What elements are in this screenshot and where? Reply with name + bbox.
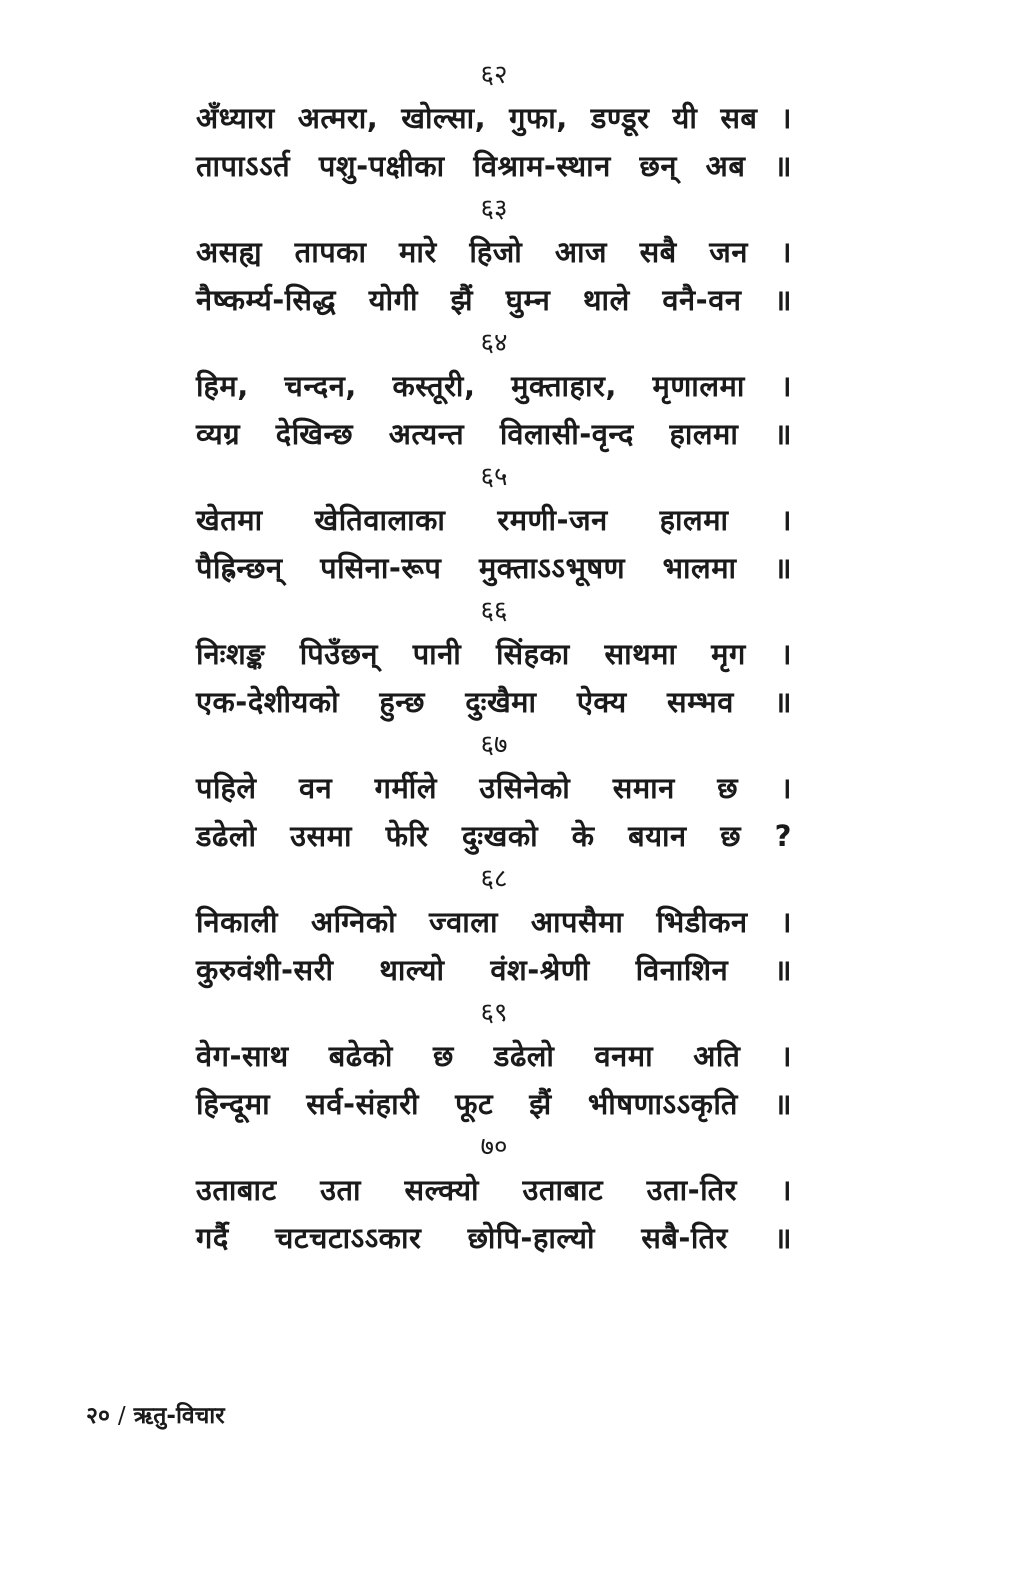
stanza-number: ६५	[480, 462, 508, 492]
verse-line: उताबाट उता सल्क्यो उताबाट उता-तिर ।	[196, 1173, 792, 1207]
stanza	[196, 994, 792, 1128]
stanza	[196, 56, 792, 190]
verse-line: कुरुवंशी-सरी थाल्यो वंश-श्रेणी विनाशिन ॥	[196, 953, 792, 987]
verse-line: अँध्यारा अत्मरा, खोल्सा, गुफा, डण्डूर यी सब ।	[196, 101, 792, 135]
stanza	[196, 324, 792, 458]
verse-line: हिन्दूमा सर्व-संहारी फूट झैं भीषणाऽऽकृति ॥	[196, 1087, 792, 1121]
stanza-number: ७०	[480, 1132, 508, 1162]
stanza-number: ६६	[480, 596, 508, 626]
verse-line: एक-देशीयको हुन्छ दुःखैमा ऐक्य सम्भव ॥	[196, 685, 792, 719]
stanza-number: ६९	[480, 998, 508, 1028]
verse-line: डढेलो उसमा फेरि दुःखको के बयान छ ?	[196, 819, 792, 853]
verse-line: पहिले वन गर्मीले उसिनेको समान छ ।	[196, 771, 792, 805]
book-title: ऋतु-विचार	[133, 1403, 225, 1429]
verse-line: व्यग्र देखिन्छ अत्यन्त विलासी-वृन्द हालमा ॥	[196, 417, 792, 451]
verse-line: गर्दै चटचटाऽऽकार छोपि-हाल्यो सबै-तिर ॥	[196, 1221, 792, 1255]
verse-line: पैह्रिन्छन् पसिना-रूप मुक्ताऽऽभूषण भालमा ॥	[196, 551, 792, 585]
verse-line: निःशङ्क पिउँछन् पानी सिंहका साथमा मृग ।	[196, 637, 792, 671]
stanza-number: ६३	[480, 194, 508, 224]
stanza	[196, 726, 792, 860]
stanza-number: ६८	[480, 864, 508, 894]
poem-column	[196, 56, 792, 1262]
verse-line: असह्य तापका मारे हिजो आज सबै जन ।	[196, 235, 792, 269]
verse-line: निकाली अग्निको ज्वाला आपसैमा भिडीकन ।	[196, 905, 792, 939]
stanza	[196, 190, 792, 324]
stanza-number: ६२	[480, 60, 508, 90]
verse-line: खेतमा खेतिवालाका रमणी-जन हालमा ।	[196, 503, 792, 537]
verse-line: वेग-साथ बढेको छ डढेलो वनमा अति ।	[196, 1039, 792, 1073]
footer-separator: /	[117, 1403, 126, 1429]
stanza	[196, 592, 792, 726]
verse-line: नैष्कर्म्य-सिद्ध योगी झैं घुम्न थाले वनै-वन ॥	[196, 283, 792, 317]
verse-line: तापाऽऽर्त पशु-पक्षीका विश्राम-स्थान छन् अब ॥	[196, 149, 792, 183]
page-footer	[86, 1398, 225, 1430]
stanza	[196, 1128, 792, 1262]
verse-line: हिम, चन्दन, कस्तूरी, मुक्ताहार, मृणालमा ।	[196, 369, 792, 403]
stanza-number: ६४	[480, 328, 508, 358]
page-number: २०	[86, 1403, 110, 1429]
stanza	[196, 458, 792, 592]
stanza	[196, 860, 792, 994]
stanza-number: ६७	[480, 730, 508, 760]
